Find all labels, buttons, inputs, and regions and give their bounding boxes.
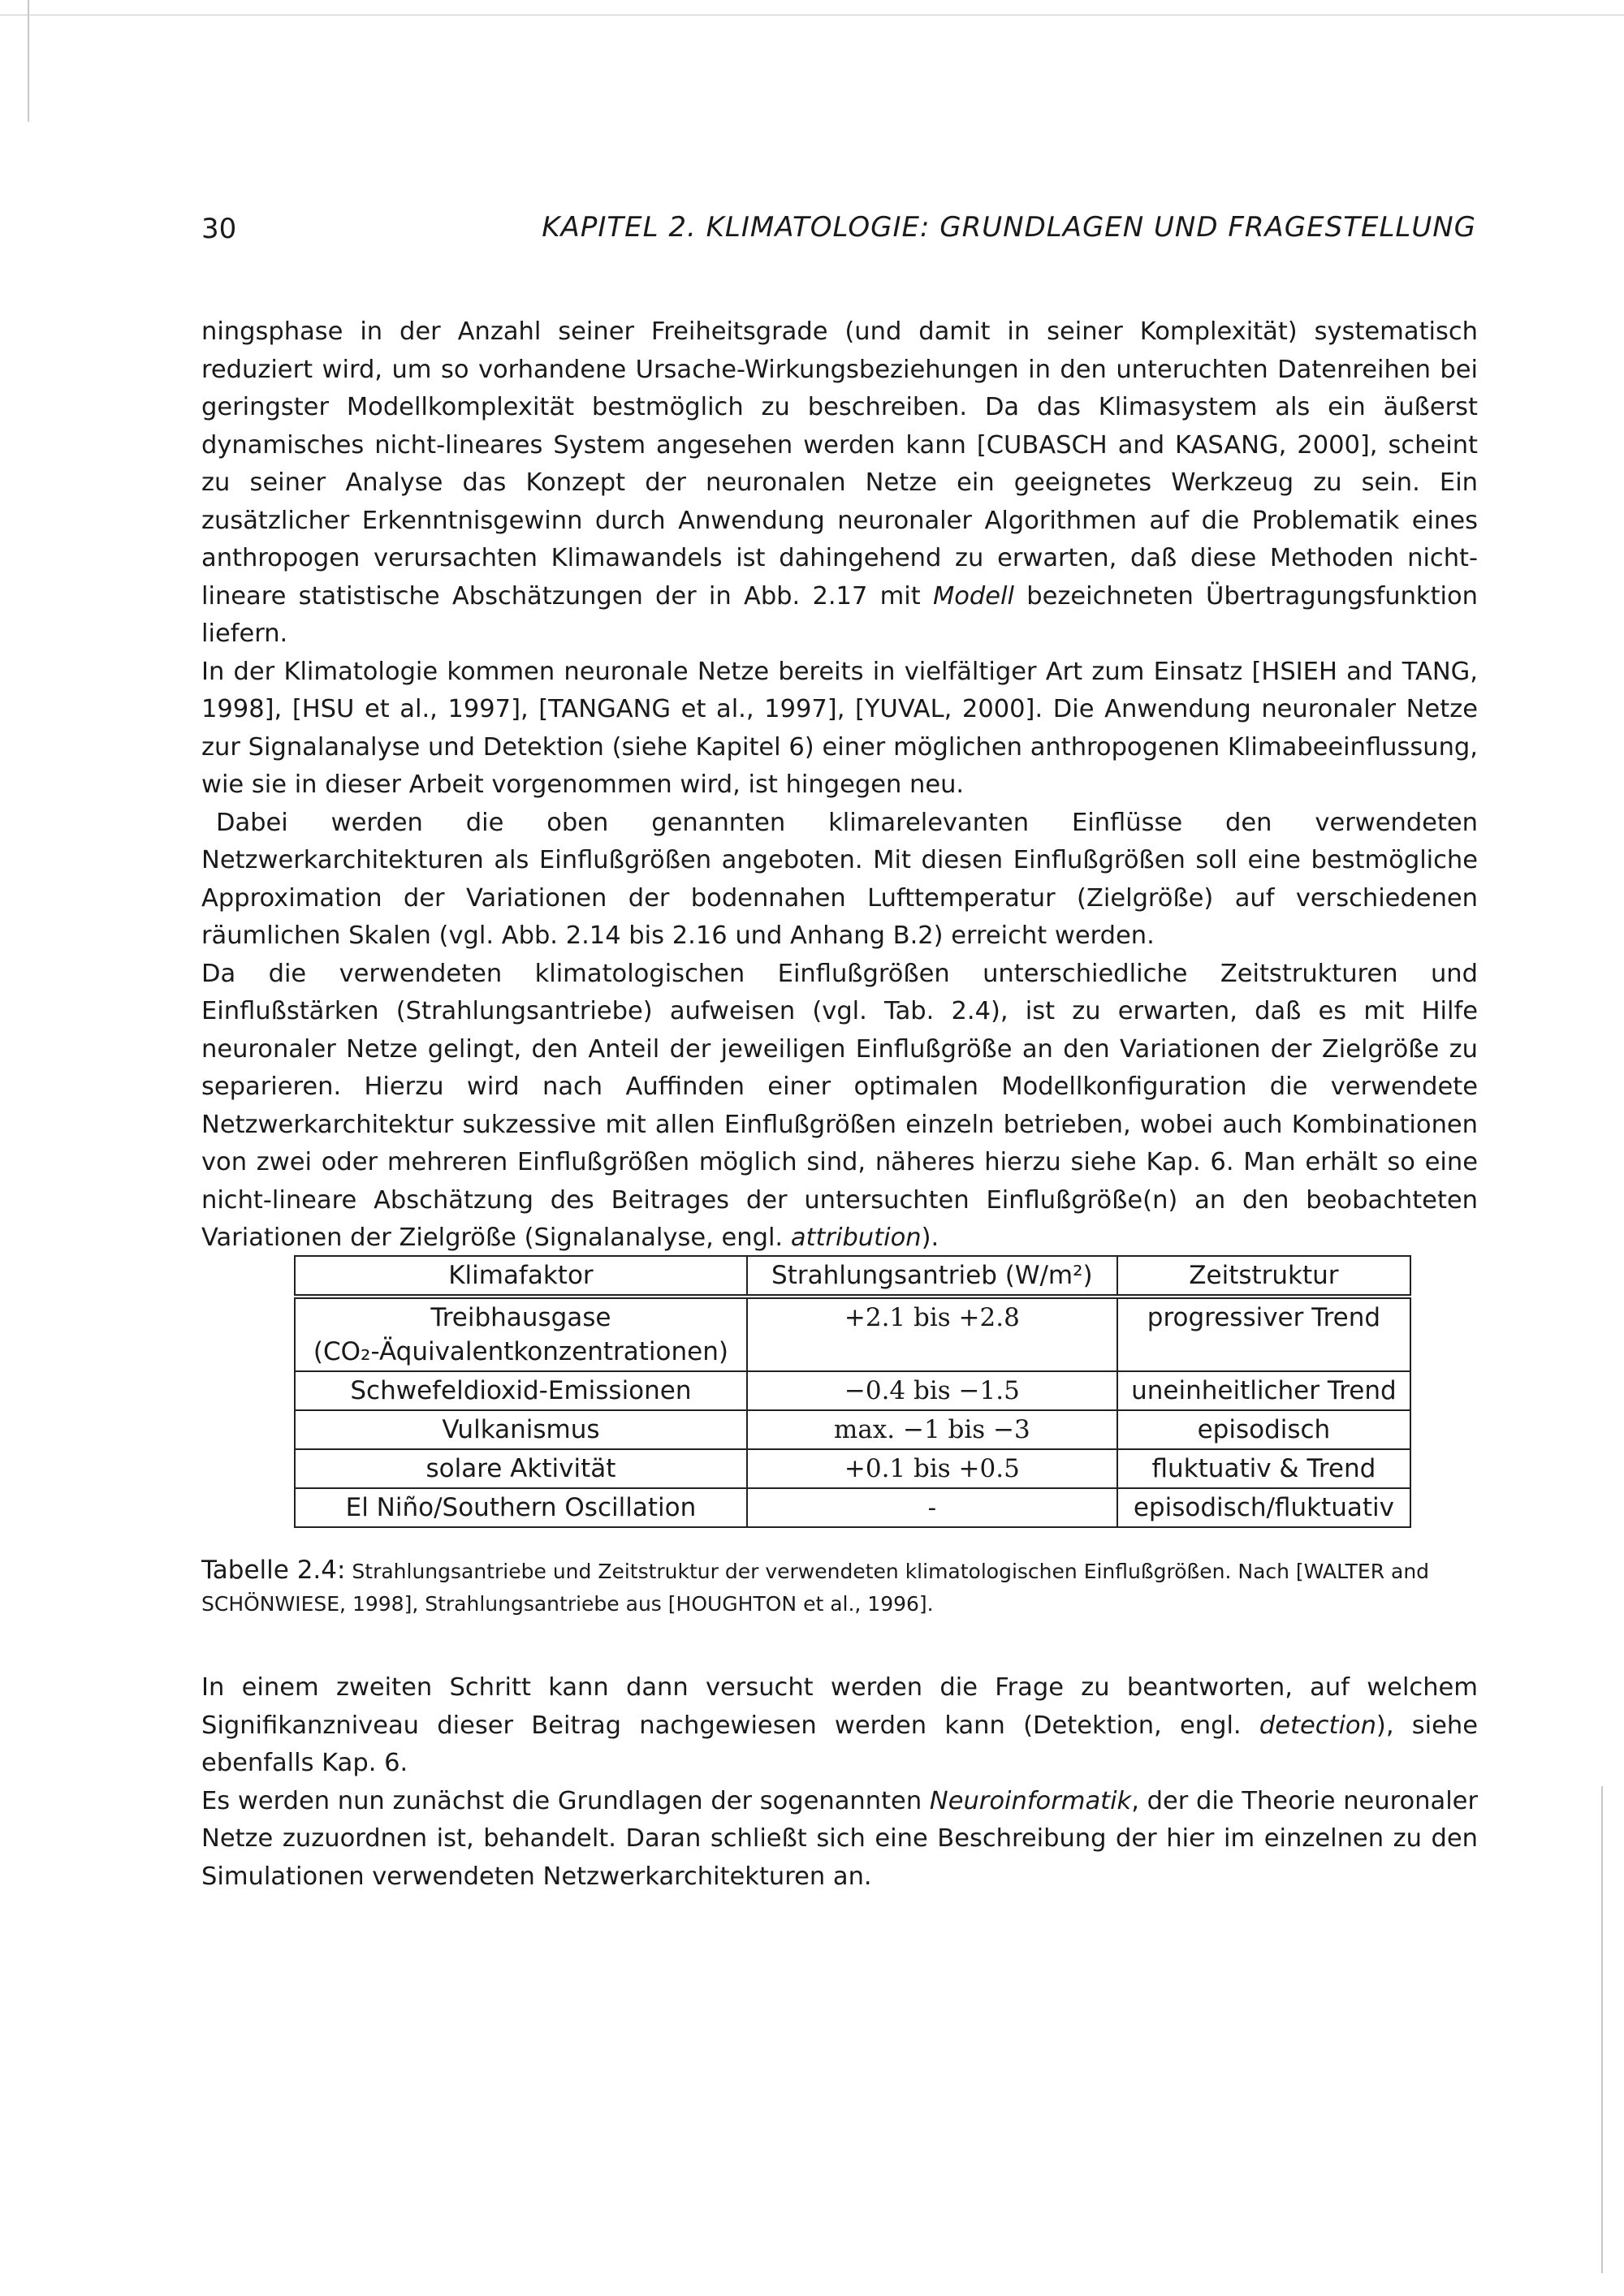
caption-text: Strahlungsantriebe und Zeitstruktur der verwendeten klimatologischen Einflußgrößen. Nach [WALTER and SCHÖNWIESE, 1998], Strahlungsantriebe aus [HOUGHTON et al., 1996]. — [201, 1560, 1430, 1616]
cell-zeit: episodisch — [1117, 1410, 1410, 1449]
text-run: Da die verwendeten klimatologischen Einflußgrößen unterschiedliche Zeitstrukturen und Einflußstärken (Strahlungsantriebe) aufweisen (vgl. Tab. 2.4), ist zu erwarten, daß es mit Hilfe neuronaler Netze gelingt, den Anteil der jeweiligen Einflußgröße an den Variationen der Zielgröße zu separieren. Hierzu wird nach Auffinden einer optimalen Modellkonfiguration die verwendete Netzwerkarchitektur sukzessive mit allen Einflußgrößen einzeln betrieben, wobei auch Kombinationen von zwei oder mehreren Einflußgrößen möglich sind, näheres hierzu siehe Kap. 6. Man erhält so eine nicht-lineare Abschätzung des Beitrages der untersuchten Einflußgröße(n) an den beobachteten Variationen der Zielgröße (Signalanalyse, engl. — [201, 959, 1478, 1252]
text-run: ). — [921, 1224, 939, 1252]
scan-edge-right — [1601, 1786, 1603, 2273]
text-run: bezeichneten Übertragungsfunktion liefern. — [201, 581, 1478, 648]
cell-faktor-sub: (CO₂-Äquivalentkonzentrationen) — [313, 1337, 728, 1366]
cell-faktor: Schwefeldioxid-Emissionen — [295, 1371, 747, 1410]
cell-antrieb: max. −1 bis −3 — [747, 1410, 1117, 1449]
cell-zeit: progressiver Trend — [1117, 1297, 1410, 1371]
italic-term: Modell — [932, 581, 1014, 611]
header-strahlungsantrieb: Strahlungsantrieb (W/m²) — [747, 1256, 1117, 1297]
paragraph — [201, 313, 1478, 654]
table-row — [295, 1488, 1410, 1527]
table-caption — [201, 1554, 1478, 1621]
italic-term: Neuroinformatik — [929, 1786, 1132, 1815]
cell-zeit: uneinheitlicher Trend — [1117, 1371, 1410, 1410]
scan-edge-left — [28, 0, 29, 122]
cell-antrieb: - — [747, 1488, 1117, 1527]
table-row — [295, 1410, 1410, 1449]
cell-faktor — [295, 1297, 747, 1371]
cell-antrieb: +0.1 bis +0.5 — [747, 1449, 1117, 1488]
text-run: ), siehe ebenfalls Kap. 6. — [201, 1711, 1478, 1777]
cell-faktor: Vulkanismus — [295, 1410, 747, 1449]
cell-faktor: El Niño/Southern Oscillation — [295, 1488, 747, 1527]
cell-faktor-main: Treibhausgase — [430, 1303, 611, 1332]
paragraph — [201, 1783, 1478, 1897]
cell-zeit: fluktuativ & Trend — [1117, 1449, 1410, 1488]
paragraph — [201, 805, 1478, 956]
text-run: In einem zweiten Schritt kann dann versucht werden die Frage zu beantworten, auf welchem Signifikanzniveau dieser Beitrag nachgewiesen werden kann (Detektion, engl. — [201, 1673, 1478, 1740]
header-zeitstruktur: Zeitstruktur — [1117, 1256, 1410, 1297]
text-run: Dabei werden die oben genannten klimarelevanten Einflüsse den verwendeten Netzwerkarchitekturen als Einflußgrößen angeboten. Mit diesen Einflußgrößen soll eine bestmögliche Approximation der Variationen der bodennahen Lufttemperatur (Zielgröße) auf verschiedenen räumlichen Skalen (vgl. Abb. 2.14 bis 2.16 und Anhang B.2) erreicht werden. — [201, 808, 1478, 950]
page-number: 30 — [201, 213, 237, 245]
body-text-top — [201, 313, 1478, 1258]
body-text-bottom — [201, 1669, 1478, 1896]
italic-term: attribution — [790, 1224, 922, 1252]
cell-antrieb: −0.4 bis −1.5 — [747, 1371, 1117, 1410]
text-run: , der die Theorie neuronaler Netze zuzuordnen ist, behandelt. Daran schließt sich eine Beschreibung der hier im einzelnen zu den Simulationen verwendeten Netzwerkarchitekturen an. — [201, 1786, 1478, 1891]
paragraph — [201, 654, 1478, 805]
text-run: ningsphase in der Anzahl seiner Freiheitsgrade (und damit in seiner Komplexität) systematisch reduziert wird, um so vorhandene Ursache-Wirkungsbeziehungen in den unteruchten Datenreihen bei geringster Modellkomplexität bestmöglich zu beschreiben. Da das Klimasystem als ein äußerst dynamisches nicht-lineares System angesehen werden kann [CUBASCH and KASANG, 2000], scheint zu seiner Analyse das Konzept der neuronalen Netze ein geeignetes Werkzeug zu sein. Ein zusätzlicher Erkenntnisgewinn durch Anwendung neuronaler Algorithmen auf die Problematik eines anthropogen verursachten Klimawandels ist dahingehend zu erwarten, daß diese Methoden nicht-lineare statistische Abschätzungen der in Abb. 2.17 mit — [201, 317, 1478, 611]
table-row — [295, 1371, 1410, 1410]
cell-antrieb: +2.1 bis +2.8 — [747, 1297, 1117, 1371]
climate-factors-table — [294, 1255, 1411, 1528]
cell-zeit: episodisch/fluktuativ — [1117, 1488, 1410, 1527]
running-title: KAPITEL 2. KLIMATOLOGIE: GRUNDLAGEN UND FRAGESTELLUNG — [542, 211, 1476, 244]
cell-faktor: solare Aktivität — [295, 1449, 747, 1488]
header-klimafaktor: Klimafaktor — [295, 1256, 747, 1297]
table-row — [295, 1297, 1410, 1371]
italic-term: detection — [1259, 1711, 1376, 1740]
text-run: In der Klimatologie kommen neuronale Netze bereits in vielfältiger Art zum Einsatz [HSIEH and TANG, 1998], [HSU et al., 1997], [TANGANG et al., 1997], [YUVAL, 2000]. Die Anwendung neuronaler Netze zur Signalanalyse und Detektion (siehe Kapitel 6) einer möglichen anthropogenen Klimabeeinflussung, wie sie in dieser Arbeit vorgenommen wird, ist hingegen neu. — [201, 657, 1478, 799]
table-row — [295, 1449, 1410, 1488]
text-run: Es werden nun zunächst die Grundlagen der sogenannten — [201, 1786, 930, 1815]
paragraph — [201, 1669, 1478, 1783]
paragraph — [201, 956, 1478, 1258]
table-header-row — [295, 1256, 1410, 1297]
caption-label: Tabelle 2.4: — [201, 1556, 346, 1585]
